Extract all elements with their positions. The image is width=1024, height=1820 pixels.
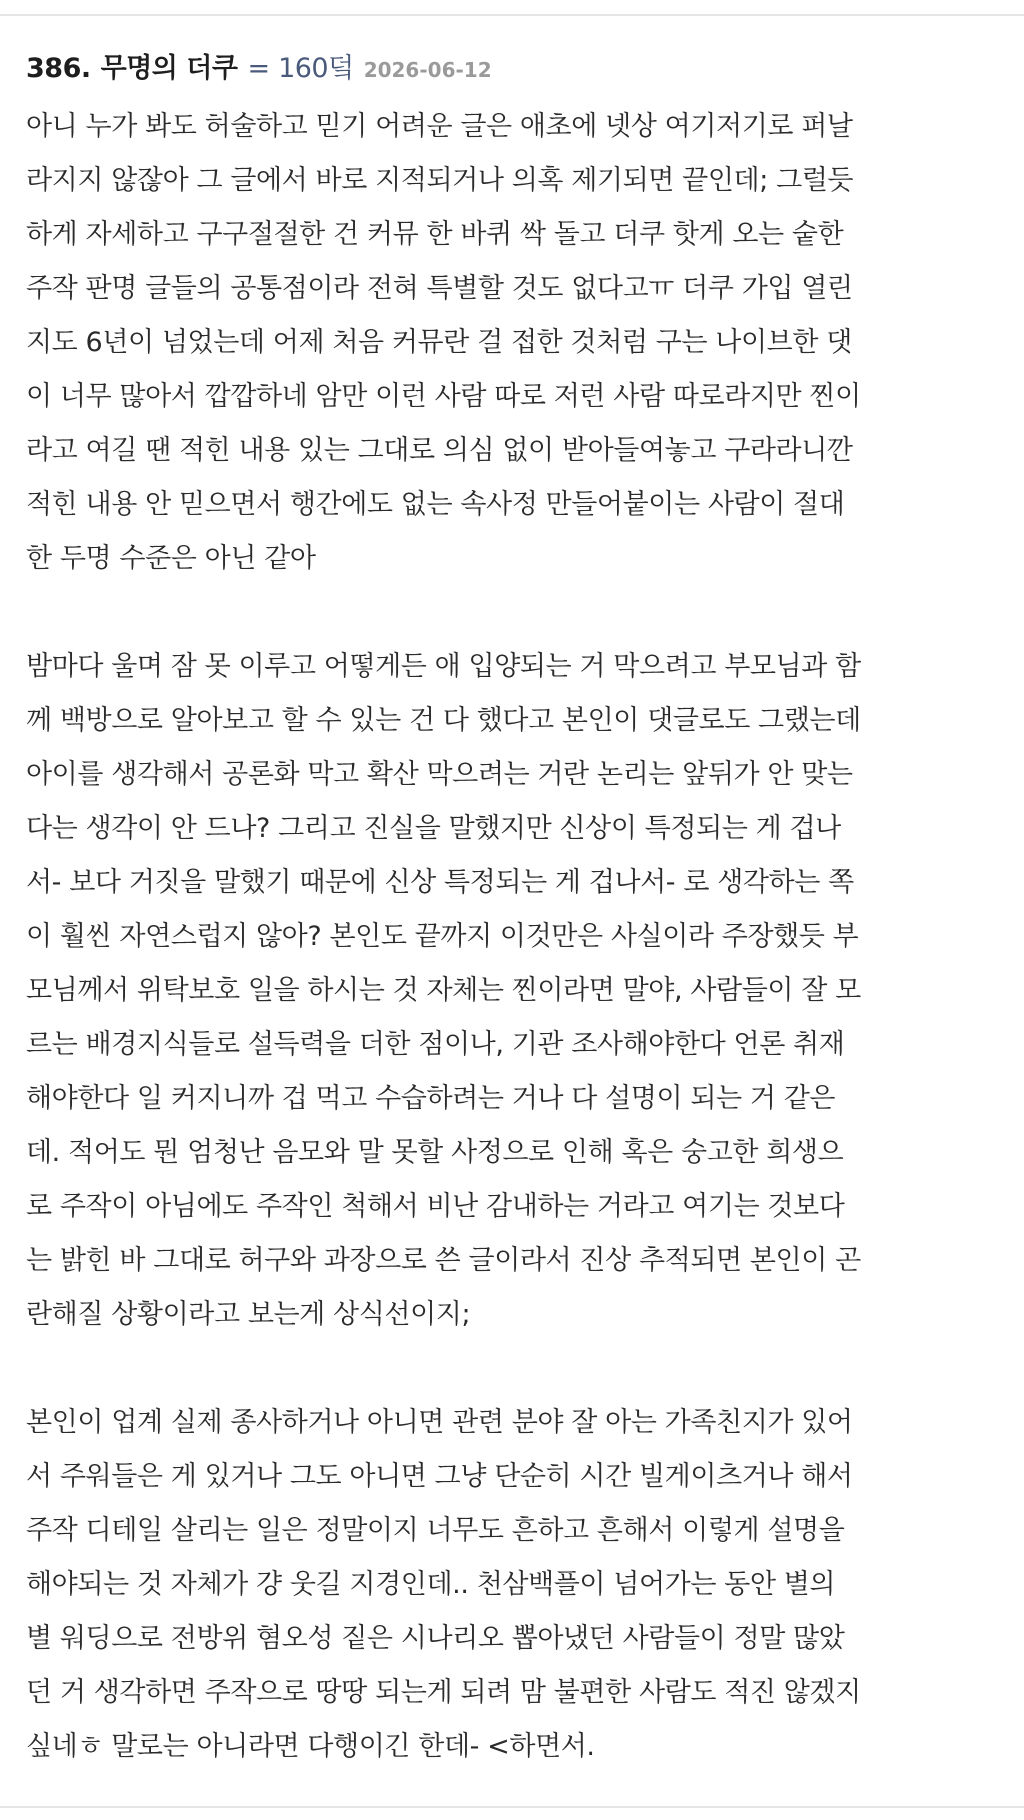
comment-body [26, 100, 998, 1774]
comment-text-line: 하게 자세하고 구구절절한 건 커뮤 한 바퀴 싹 돌고 더쿠 핫게 오는 숱한 [26, 219, 844, 250]
comment-text-line: 본인이 업계 실제 종사하거나 아니면 관련 분야 잘 아는 가족친지가 있어 [26, 1407, 853, 1438]
points-separator: = [247, 53, 271, 84]
comment-paragraph [26, 100, 998, 586]
comment-text-line: 해야한다 일 커지니까 겁 먹고 수습하려는 거나 다 설명이 되는 거 같은 [26, 1083, 836, 1114]
comment-text-line: 주작 판명 글들의 공통점이라 전혀 특별할 것도 없다고ㅠ 더쿠 가입 열린 [26, 273, 853, 304]
comment-item [26, 46, 998, 1774]
comment-date: 2026-06-12 [363, 58, 492, 82]
comment-points: 160덬 [278, 53, 354, 84]
comment-text-line: 께 백방으로 알아보고 할 수 있는 건 다 했다고 본인이 댓글로도 그랬는데 [26, 705, 861, 736]
top-divider [0, 14, 1024, 16]
comment-text-line: 던 거 생각하면 주작으로 땅땅 되는게 되려 맘 불편한 사람도 적진 않겠지 [26, 1677, 861, 1708]
comment-text-line: 다는 생각이 안 드나? 그리고 진실을 말했지만 신상이 특정되는 게 겁나 [26, 813, 841, 844]
comment-text-line: 서- 보다 거짓을 말했기 때문에 신상 특정되는 게 겁나서- 로 생각하는 쪽 [26, 867, 854, 898]
comment-text-line: 모님께서 위탁보호 일을 하시는 것 자체는 찐이라면 말야, 사람들이 잘 모 [26, 975, 861, 1006]
comment-text-line: 라고 여길 땐 적힌 내용 있는 그대로 의심 없이 받아들여놓고 구라라니깐 [26, 435, 853, 466]
comment-paragraph [26, 640, 998, 1342]
comment-number: 386. [26, 53, 91, 84]
comment-text-line: 이 너무 많아서 깝깝하네 암만 이런 사람 따로 저런 사람 따로라지만 찐이 [26, 381, 861, 412]
comment-text-line: 적힌 내용 안 믿으면서 행간에도 없는 속사정 만들어붙이는 사람이 절대 [26, 489, 845, 520]
comment-text-line: 르는 배경지식들로 설득력을 더한 점이나, 기관 조사해야한다 언론 취재 [26, 1029, 845, 1060]
comment-text-line: 밤마다 울며 잠 못 이루고 어떻게든 애 입양되는 거 막으려고 부모님과 함 [26, 651, 861, 682]
comment-text-line: 해야되는 것 자체가 걍 웃길 지경인데.. 천삼백플이 넘어가는 동안 별의 [26, 1569, 836, 1600]
comment-paragraph [26, 1396, 998, 1774]
comment-text-line: 는 밝힌 바 그대로 허구와 과장으로 쓴 글이라서 진상 추적되면 본인이 곤 [26, 1245, 861, 1276]
comment-text-line: 아이를 생각해서 공론화 막고 확산 막으려는 거란 논리는 앞뒤가 안 맞는 [26, 759, 853, 790]
comment-header [26, 46, 998, 90]
comment-text-line: 지도 6년이 넘었는데 어제 처음 커뮤란 걸 접한 것처럼 구는 나이브한 댓 [26, 327, 852, 358]
comment-text-line: 한 두명 수준은 아닌 같아 [26, 543, 316, 574]
comment-text-line: 이 훨씬 자연스럽지 않아? 본인도 끝까지 이것만은 사실이라 주장했듯 부 [26, 921, 859, 952]
comment-text-line: 별 워딩으로 전방위 혐오성 짙은 시나리오 뽑아냈던 사람들이 정말 많았 [26, 1623, 845, 1654]
comment-text-line: 데. 적어도 뭔 엄청난 음모와 말 못할 사정으로 인해 혹은 숭고한 희생으 [26, 1137, 844, 1168]
comment-text-line: 란해질 상황이라고 보는게 상식선이지; [26, 1299, 471, 1330]
comment-text-line: 라지지 않잖아 그 글에서 바로 지적되거나 의혹 제기되면 끝인데; 그럴듯 [26, 165, 854, 196]
paragraph-gap [26, 586, 998, 640]
bottom-divider [0, 1806, 1024, 1808]
comment-text-line: 싶네ㅎ 말로는 아니라면 다행이긴 한데- <하면서. [26, 1731, 595, 1762]
comment-text-line: 서 주워들은 게 있거나 그도 아니면 그냥 단순히 시간 빌게이츠거나 해서 [26, 1461, 853, 1492]
comment-author[interactable]: 무명의 더쿠 [100, 53, 238, 84]
comment-text-line: 주작 디테일 살리는 일은 정말이지 너무도 흔하고 흔해서 이렇게 설명을 [26, 1515, 845, 1546]
comment-text-line: 아니 누가 봐도 허술하고 믿기 어려운 글은 애초에 넷상 여기저기로 퍼날 [26, 111, 853, 142]
paragraph-gap [26, 1342, 998, 1396]
comment-text-line: 로 주작이 아님에도 주작인 척해서 비난 감내하는 거라고 여기는 것보다 [26, 1191, 845, 1222]
